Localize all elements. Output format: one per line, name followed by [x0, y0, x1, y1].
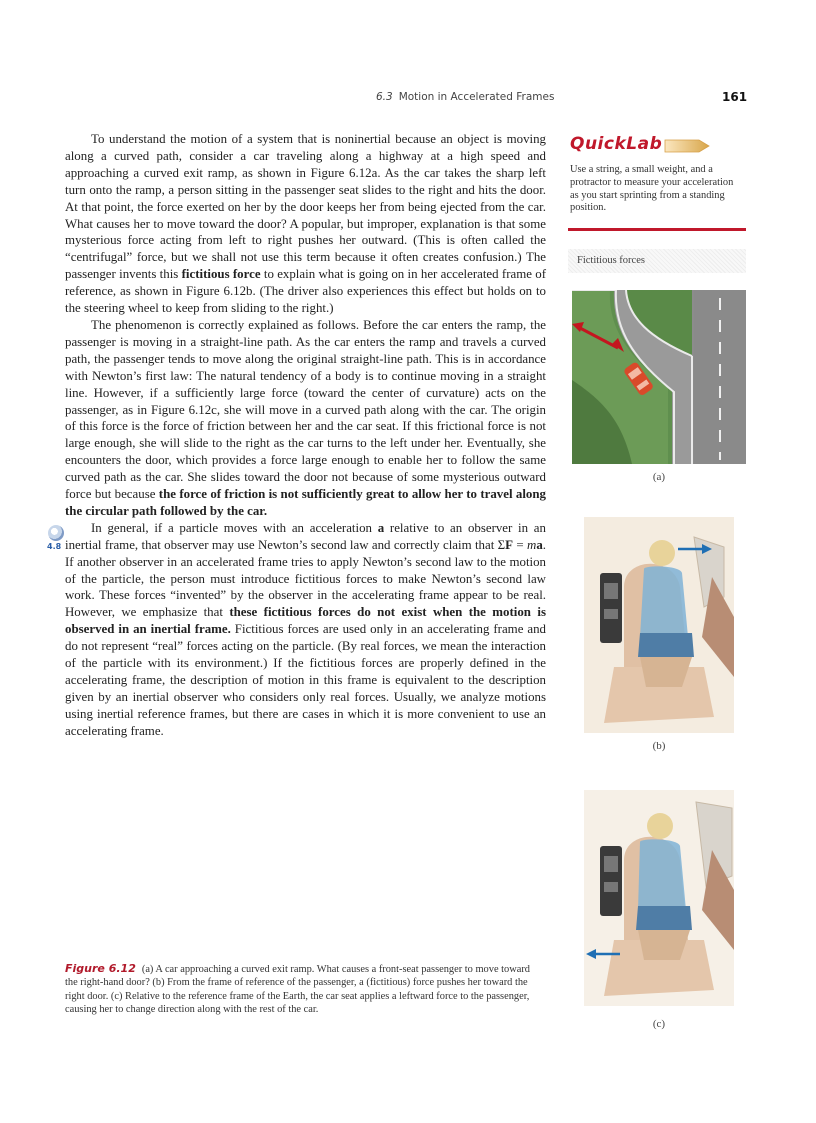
- p1-text: To understand the motion of a system that is noninertial because an object is moving along a curved path, consider a car traveling along a highway at a high speed and approaching a curved exit ramp, as shown in Figure 6.12a. As the car takes the sharp left turn onto the ramp, a person sitting in the passenger seat slides to the right and hits the door. At that point, the force exerted on her by the door keeps her from being ejected from the car. What causes her to move toward the door? A popular, but improper, explanation is that some mysterious force acting from left to right pushes her outward. (This is often called the “centrifugal” force, but we shall not use this term because it often creates confusion.) The passenger invents this: [65, 132, 546, 282]
- p2-emphasis: the force of friction is not sufficiently great to allow her to travel along the circular path followed by the car.: [65, 487, 546, 518]
- margin-note-text: Fictitious forces: [577, 255, 645, 266]
- p3-text-a: In general, if a particle moves with an acceleration: [91, 520, 378, 535]
- cd-rom-label: 4.8: [47, 542, 62, 551]
- p3-emphasis: these fictitious forces do not exist when the motion is observed in an inertial frame.: [65, 605, 546, 637]
- mass-m: m: [527, 537, 537, 552]
- quicklab-title: QuickLab: [570, 134, 663, 154]
- running-header: [0, 91, 816, 107]
- figure-b-label: (b): [652, 740, 666, 752]
- p3-text-b: relative to an observer in an inertial frame, that observer may use Newton’s second law and correctly claim that Σ: [65, 520, 546, 552]
- figure-label: Figure 6.12: [65, 962, 136, 975]
- section-heading: [376, 91, 554, 103]
- figure-caption-text: (a) A car approaching a curved exit ramp. What causes a front-seat passenger to move toward the right-hand door? (b) From the frame of reference of the passenger, a (fictitious) force pushes her toward the right door. (c) Relative to the reference frame of the Earth, the car seat applies a leftward force to the passenger, causing her to change direction along with the rest of the car.: [65, 964, 531, 1015]
- vector-a-2: a: [536, 537, 543, 552]
- main-text: [65, 131, 546, 740]
- p3-equals: =: [513, 537, 528, 552]
- p3-end-text: Fictitious forces are used only in an accelerating frame and do not represent “real” forces acting on the particle. (By real forces, we mean the interaction of the particle with its environment.) If the fictitious forces are properly defined in the accelerating frame, the description of motion in this frame is equivalent to the description given by an inertial observer who considers only real forces. Usually, we analyze motions using inertial reference frames, but there are cases in which it is more convenient to use an accelerating frame.: [65, 622, 546, 738]
- p2-text: The phenomenon is correctly explained as follows. Before the car enters the ramp, the passenger is moving in a straight-line path. As the car enters the ramp and travels a curved path, the passenger tends to move along the original straight-line path. This is in accordance with Newton’s first law: The natural tendency of a body is to continue moving in a straight line. However, if a sufficiently large force (toward the center of curvature) acts on the passenger, as in Figure 6.12c, she will move in a curved path along with the car. The origin of this force is the force of friction between her and the car seat. If this frictional force is not large enough, she will slide to the right as the car turns to the left under her. Eventually, she encounters the door, which provides a force large enough to enable her to follow the same curved path as the car. She slides toward the door not because of some mysterious outward force but because: [65, 317, 546, 502]
- quicklab-arrow-icon: [663, 136, 711, 156]
- cd-rom-icon[interactable]: [47, 525, 67, 555]
- page-number: 161: [722, 90, 748, 104]
- paragraph-3: [65, 520, 546, 740]
- figure-c-illustration: [584, 790, 734, 1006]
- vector-a: a: [377, 520, 385, 535]
- quicklab-text: Use a string, a small weight, and a protractor to measure your acceleration as you start sprinting from a standing position.: [570, 164, 734, 214]
- paragraph-2: [65, 317, 546, 520]
- figure-b-illustration: [584, 517, 734, 733]
- figure-a-illustration: [572, 290, 746, 464]
- figure-a-label: (a): [652, 471, 666, 483]
- term-fictitious-force: fictitious force: [181, 267, 261, 282]
- section-number: 6.3: [376, 91, 393, 103]
- quicklab-divider: [568, 228, 746, 231]
- disc-icon: [48, 525, 64, 541]
- figure-caption: [65, 962, 545, 1016]
- margin-note: [568, 249, 746, 273]
- section-title: Motion in Accelerated Frames: [398, 91, 555, 103]
- figure-c-label: (c): [652, 1018, 666, 1030]
- vector-f: F: [505, 537, 514, 552]
- paragraph-1: [65, 131, 546, 317]
- p1-end-text: to explain what is going on in her accelerated frame of reference, as shown in Figure 6.12b. (The driver also experiences this effect but holds on to the steering wheel to keep from sliding to the right.): [65, 267, 547, 316]
- p3-text-d: . If another observer in an accelerated frame tries to apply Newton’s second law to the motion of the particle, the person must introduce fictitious forces to make Newton’s second law work. These forces “invented” by the observer in the accelerating frame appear to be real. However, we emphasize that: [65, 537, 547, 620]
